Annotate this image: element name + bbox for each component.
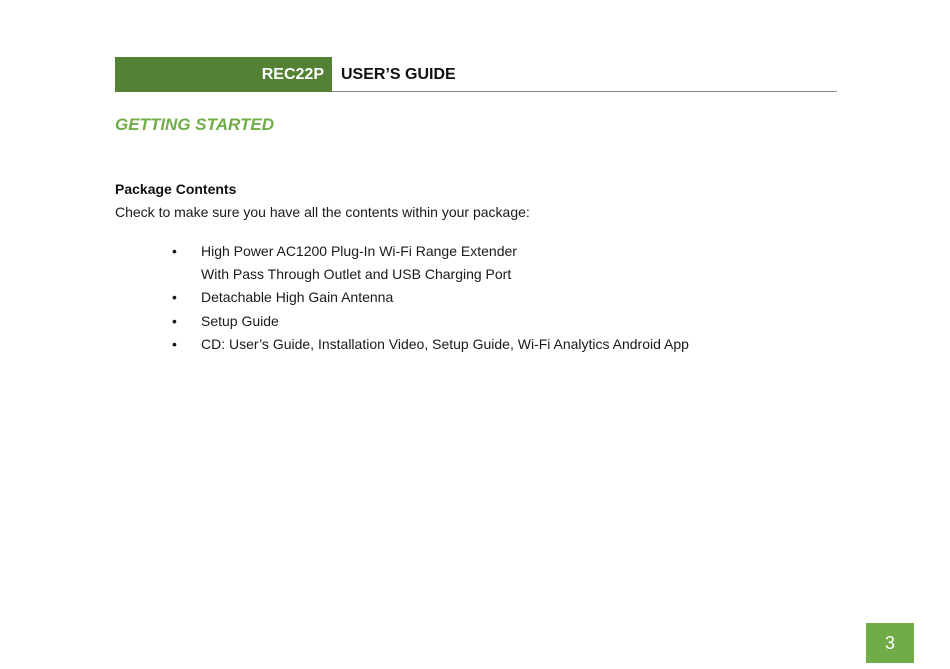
- package-contents-intro: Check to make sure you have all the contents within your package:: [115, 204, 530, 220]
- list-item-text: CD: User’s Guide, Installation Video, Setup Guide, Wi-Fi Analytics Android App: [201, 336, 689, 352]
- package-contents-heading: Package Contents: [115, 181, 237, 197]
- bullet-icon: •: [172, 336, 177, 352]
- header-guide-label: USER’S GUIDE: [341, 66, 456, 83]
- bullet-icon: •: [172, 313, 177, 329]
- list-item-text-continuation: With Pass Through Outlet and USB Charging Port: [201, 266, 512, 282]
- bullet-icon: •: [172, 289, 177, 305]
- list-item-text: Detachable High Gain Antenna: [201, 289, 394, 305]
- header-model-label: REC22P: [115, 57, 332, 92]
- page-header: [115, 57, 837, 92]
- list-item-text: Setup Guide: [201, 313, 279, 329]
- bullet-icon: •: [172, 243, 177, 259]
- page-number-badge: 3: [866, 623, 914, 663]
- list-item-text: High Power AC1200 Plug-In Wi-Fi Range Extender: [201, 243, 517, 259]
- section-title: GETTING STARTED: [115, 115, 274, 134]
